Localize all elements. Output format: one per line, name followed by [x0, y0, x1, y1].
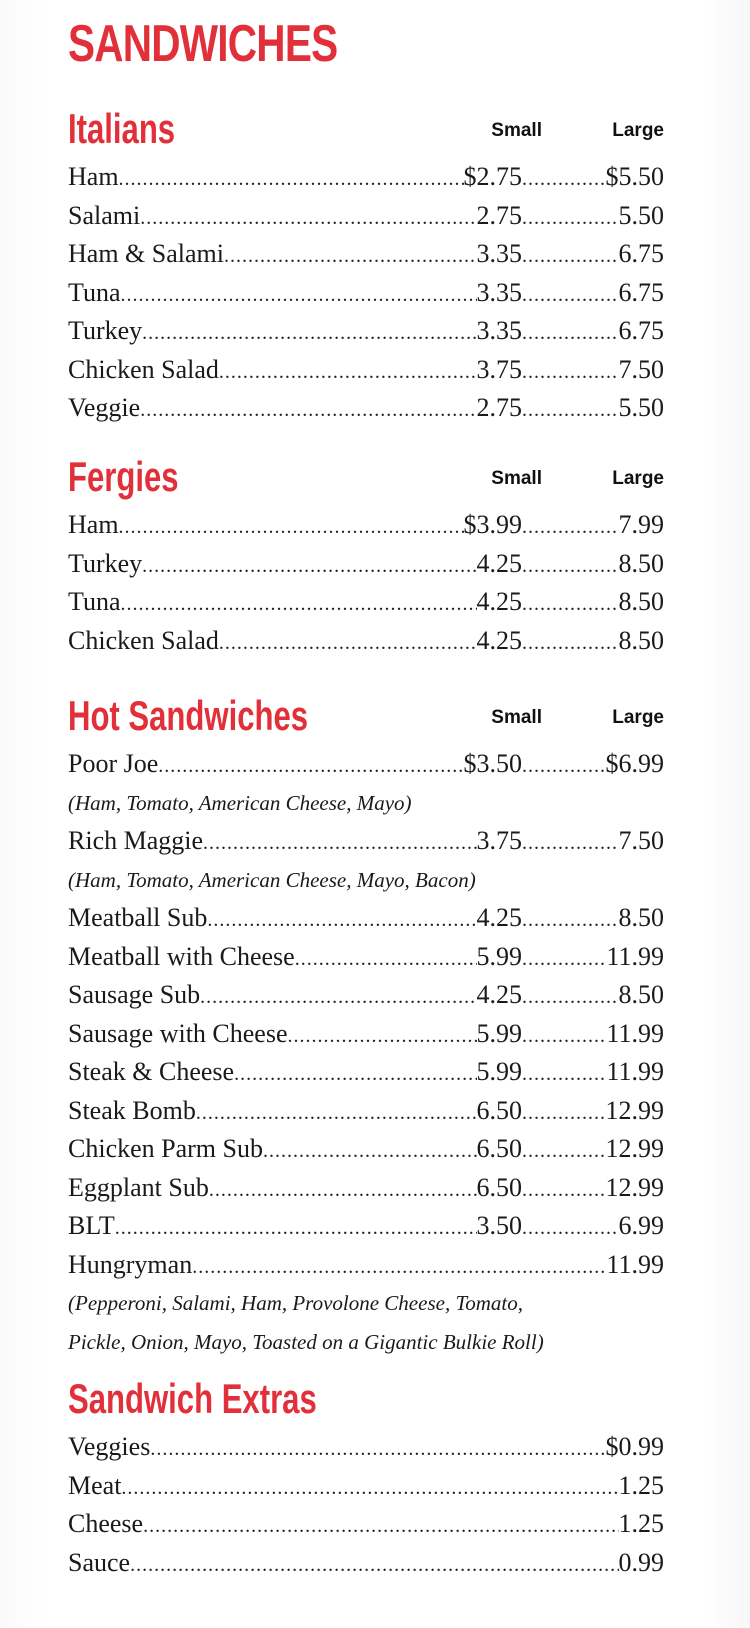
item-name: Tuna: [68, 277, 121, 307]
menu-item: [68, 1015, 664, 1054]
item-price-small: 4.25: [476, 625, 522, 655]
item-description: Pickle, Onion, Mayo, Toasted on a Gigantic Bulkie Roll): [68, 1329, 544, 1354]
menu-item: [68, 1207, 664, 1246]
dot-leader: [522, 978, 619, 1015]
dot-leader: [522, 199, 619, 236]
item-price-large: 8.50: [618, 587, 664, 616]
item-price-small: $2.75: [463, 162, 522, 191]
item-name: Ham & Salami: [68, 239, 224, 268]
dot-leader: [522, 508, 619, 545]
menu-item: [68, 389, 664, 428]
item-name: Ham: [68, 510, 119, 539]
dot-leader: [522, 1055, 606, 1092]
dot-leader: [522, 624, 619, 661]
section-italians: [68, 105, 664, 428]
dot-leader: [119, 508, 464, 545]
item-price: 0.99: [618, 1547, 664, 1577]
dot-leader: [207, 901, 476, 938]
item-name: Chicken Parm Sub: [68, 1134, 263, 1163]
menu-item: [68, 976, 664, 1015]
item-name: Ham: [68, 162, 119, 191]
column-small-label: Small: [491, 468, 542, 489]
item-list: [68, 506, 664, 660]
item-price-large: 8.50: [618, 548, 664, 578]
section-header: [68, 1375, 664, 1428]
item-name: Turkey: [68, 316, 143, 345]
item-price-small: 5.99: [476, 1057, 522, 1086]
item-name: Veggie: [68, 393, 141, 422]
dot-leader: [295, 940, 477, 977]
item-price-large: 8.50: [618, 980, 664, 1009]
item-name: Meatball with Cheese: [68, 941, 295, 971]
item-description: (Ham, Tomato, American Cheese, Mayo, Bacon): [68, 867, 476, 892]
dot-leader: [522, 1094, 606, 1131]
dot-leader: [121, 276, 477, 313]
menu-item: [68, 1428, 664, 1467]
section-title: Hot Sandwiches: [68, 692, 309, 739]
item-price-large: 11.99: [606, 1057, 664, 1086]
item-name: Salami: [68, 200, 141, 230]
dot-leader: [150, 1430, 605, 1467]
item-name: BLT: [68, 1211, 115, 1240]
item-price-small: 3.35: [476, 239, 522, 268]
dot-leader: [119, 160, 464, 197]
item-price: 1.25: [618, 1470, 664, 1500]
item-price: 1.25: [618, 1509, 664, 1538]
dot-leader: [522, 353, 619, 390]
item-price-large: 7.99: [618, 510, 664, 539]
item-price-large: 7.50: [618, 354, 664, 384]
dot-leader: [522, 1171, 606, 1208]
section-sandwich-extras: [68, 1375, 664, 1582]
dot-leader: [288, 1017, 477, 1054]
dot-leader: [115, 1209, 477, 1246]
item-price-large: 6.99: [618, 1211, 664, 1240]
item-price-large: $6.99: [605, 749, 664, 778]
section-fergies: [68, 453, 664, 660]
item-price-small: 2.75: [476, 393, 522, 422]
dot-leader: [522, 901, 619, 938]
item-price-small: 2.75: [476, 200, 522, 230]
item-name: Tuna: [68, 587, 121, 616]
dot-leader: [522, 940, 606, 977]
menu-item: [68, 899, 664, 938]
menu-item: [68, 1169, 664, 1208]
menu-item: [68, 938, 664, 977]
menu-item: [68, 158, 664, 197]
menu-item: [68, 1092, 664, 1131]
item-name: Meat: [68, 1470, 122, 1500]
item-price-small: 4.25: [476, 548, 522, 578]
section-title: Italians: [68, 105, 176, 152]
section-title: Fergies: [68, 453, 179, 500]
section-title: Sandwich Extras: [68, 1375, 317, 1422]
column-small-label: Small: [491, 120, 542, 141]
item-price-small: $3.99: [463, 510, 522, 539]
item-price-large: 6.75: [618, 239, 664, 268]
page-title: SANDWICHES: [68, 15, 338, 73]
item-price-small: 4.25: [476, 587, 522, 616]
item-name: Hungryman: [68, 1249, 193, 1279]
item-price-small: 6.50: [476, 1095, 522, 1125]
dot-leader: [522, 160, 606, 197]
item-name: Veggies: [68, 1432, 151, 1461]
item-name: Chicken Salad: [68, 625, 219, 655]
item-price-small: 3.35: [476, 277, 522, 307]
item-price-large: 5.50: [618, 393, 664, 422]
item-price-large: 8.50: [618, 625, 664, 655]
item-description: (Pepperoni, Salami, Ham, Provolone Cheese, Tomato,: [68, 1291, 523, 1315]
dot-leader: [140, 391, 476, 428]
menu-item: [68, 506, 664, 545]
menu-item: [68, 1053, 664, 1092]
column-large-label: Large: [612, 468, 664, 489]
menu-item: [68, 274, 664, 313]
item-price-large: 11.99: [606, 941, 664, 971]
dot-leader: [522, 824, 619, 861]
dot-leader: [196, 1094, 477, 1131]
dot-leader: [234, 1055, 476, 1092]
item-price-small: 3.50: [476, 1211, 522, 1240]
item-price-large: 5.50: [618, 200, 664, 230]
item-price-small: 4.25: [476, 980, 522, 1009]
column-large-label: Large: [612, 707, 664, 728]
item-name: Sausage Sub: [68, 980, 201, 1009]
dot-leader: [142, 314, 476, 351]
item-price: 11.99: [606, 1249, 664, 1279]
item-name: Steak & Cheese: [68, 1057, 235, 1086]
item-name: Poor Joe: [68, 749, 159, 778]
dot-leader: [522, 747, 606, 784]
dot-leader: [522, 1132, 606, 1169]
menu-item: [68, 583, 664, 622]
menu-item: [68, 235, 664, 274]
item-name: Cheese: [68, 1509, 144, 1538]
dot-leader: [522, 1209, 619, 1246]
menu-item: [68, 351, 664, 390]
dot-leader: [158, 747, 463, 784]
item-price-small: $3.50: [463, 749, 522, 778]
menu-item: [68, 822, 664, 861]
dot-leader: [140, 199, 476, 236]
menu-item: [68, 1505, 664, 1544]
item-name: Meatball Sub: [68, 903, 208, 932]
dot-leader: [130, 1546, 618, 1583]
item-name: Chicken Salad: [68, 354, 219, 384]
menu-item: [68, 1467, 664, 1506]
dot-leader: [142, 547, 476, 584]
item-name: Rich Maggie: [68, 826, 204, 855]
dot-leader: [522, 237, 619, 274]
dot-leader: [203, 824, 476, 861]
item-price-small: 3.35: [476, 316, 522, 345]
dot-leader: [121, 585, 477, 622]
item-price: $0.99: [605, 1432, 664, 1461]
dot-leader: [121, 1469, 618, 1506]
dot-leader: [143, 1507, 618, 1544]
dot-leader: [219, 353, 477, 390]
menu-item-hungryman: [68, 1246, 664, 1285]
menu-item: [68, 622, 664, 661]
menu-item: [68, 545, 664, 584]
item-name: Sausage with Cheese: [68, 1018, 288, 1048]
item-price-large: 6.75: [618, 316, 664, 345]
menu-item: [68, 745, 664, 784]
dot-leader: [219, 624, 477, 661]
item-price-large: 8.50: [618, 903, 664, 932]
item-list: [68, 158, 664, 428]
item-price-large: 11.99: [606, 1018, 664, 1048]
menu-item: [68, 1544, 664, 1583]
menu-item: [68, 312, 664, 351]
dot-leader: [192, 1248, 606, 1285]
item-price-small: 3.75: [476, 354, 522, 384]
dot-leader: [209, 1171, 477, 1208]
section-header: [68, 453, 664, 506]
item-name: Sauce: [68, 1547, 131, 1577]
item-price-small: 5.99: [476, 1018, 522, 1048]
item-price-large: $5.50: [605, 162, 664, 191]
section-hot-sandwiches: [68, 692, 664, 1361]
item-list: [68, 1428, 664, 1582]
dot-leader: [522, 547, 619, 584]
dot-leader: [200, 978, 476, 1015]
item-description: (Ham, Tomato, American Cheese, Mayo): [68, 790, 412, 815]
item-price-large: 12.99: [605, 1134, 664, 1163]
section-header: [68, 105, 664, 158]
menu-item: [68, 1130, 664, 1169]
dot-leader: [522, 276, 619, 313]
item-price-small: 5.99: [476, 941, 522, 971]
item-price-large: 6.75: [618, 277, 664, 307]
item-price-small: 3.75: [476, 826, 522, 855]
item-name: Eggplant Sub: [68, 1172, 209, 1202]
item-name: Steak Bomb: [68, 1095, 196, 1125]
dot-leader: [522, 314, 619, 351]
item-price-large: 12.99: [605, 1095, 664, 1125]
item-price-large: 7.50: [618, 826, 664, 855]
item-price-small: 6.50: [476, 1134, 522, 1163]
section-header: [68, 692, 664, 745]
dot-leader: [263, 1132, 477, 1169]
item-price-small: 4.25: [476, 903, 522, 932]
dot-leader: [522, 585, 619, 622]
item-name: Turkey: [68, 548, 143, 578]
column-small-label: Small: [491, 707, 542, 728]
column-large-label: Large: [612, 120, 664, 141]
item-list: [68, 745, 664, 1246]
dot-leader: [522, 1017, 606, 1054]
dot-leader: [522, 391, 619, 428]
item-price-small: 6.50: [476, 1172, 522, 1202]
item-price-large: 12.99: [605, 1172, 664, 1202]
dot-leader: [224, 237, 477, 274]
menu-item: [68, 197, 664, 236]
